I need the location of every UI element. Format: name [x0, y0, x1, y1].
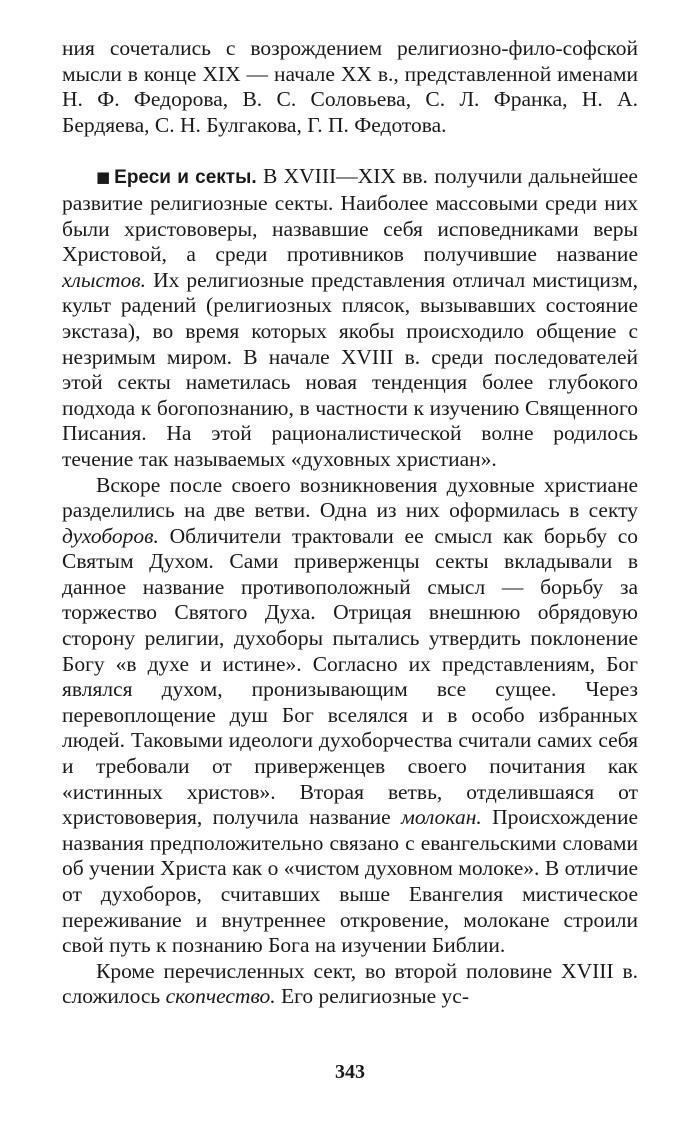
- paragraph-text: Обличители трактовали ее смысл как борьбу со Святым Духом. Сами приверженцы секты вкладывали в данное название противоположный смысл — борьбу за торжество Святого Духа. Отрицая внешнюю обрядовую сторону религии, духоборы пытались утвердить поклонение Богу «в духе и истине». Согласно их представлениям, Бог являлся духом, пронизывающим все сущее. Через перевоплощение душ Бог вселялся и в особо избранных людей. Таковыми идеологи духоборчества считали самих себя и требовали от приверженцев своего почитания как «истинных христов». Вторая ветвь, отделившаяся от христововерия, получила название: [62, 523, 638, 830]
- section-heading: Ереси и секты.: [114, 167, 257, 189]
- paragraph-text: Его религиозные ус-: [275, 984, 469, 1009]
- paragraph-text: Кроме перечисленных сект, во второй половине XVIII в. сложилось: [62, 958, 638, 1009]
- paragraph-text: ния сочетались с возрождением религиозно-фило-софской мысли в конце XIX — начале XX в., представленной именами Н. Ф. Федорова, В. С. Соловьева, С. Л. Франка, Н. А. Бердяева, С. Н. Булгакова, Г. П. Федотова.: [62, 36, 638, 137]
- paragraph-heresies-sects: [62, 164, 638, 472]
- paragraph-text: Их религиозные представления отличал мистицизм, культ радений (религиозных плясок, вызывавших состояние экстаза), во время которых якобы происходило общение с незримым миром. В начале XVIII в. среди последователей этой секты наметилась новая тенденция более глубокого подхода к богопознанию, в частности к изучению Священного Писания. На этой рационалистической волне родилось течение так называемых «духовных христиан».: [62, 267, 638, 471]
- square-bullet-icon: ■: [96, 168, 112, 187]
- paragraph-spiritual-christians: [62, 473, 638, 959]
- emphasized-term: духоборов.: [62, 523, 159, 548]
- paragraph-text: Происхождение названия предположительно связано с евангельскими словами об учении Христа как о «чистом духовном молоке». В отличие от духоборов, считавших выше Евангелия мистическое переживание и внутреннее откровение, молокане строили свой путь к познанию Бога на изучении Библии.: [62, 805, 638, 958]
- emphasized-term: скопчество.: [165, 984, 276, 1009]
- paragraph-text: В XVIII—XIX вв. получили дальнейшее развитие религиозные секты. Наиболее массовыми среди них были христововеры, назвавшие себя исповедниками веры Христовой, а среди противников получившие название: [62, 164, 638, 267]
- paragraph-intro-continuation: [62, 36, 638, 138]
- paragraph-skoptsy: [62, 959, 638, 1010]
- page-number: 343: [335, 1061, 365, 1083]
- emphasized-term: молокан.: [401, 805, 482, 830]
- paragraph-text: Вскоре после своего возникновения духовные христиане разделились на две ветви. Одна из них оформилась в секту: [62, 472, 638, 523]
- emphasized-term: хлыстов.: [62, 267, 147, 292]
- page-body: [62, 36, 638, 1010]
